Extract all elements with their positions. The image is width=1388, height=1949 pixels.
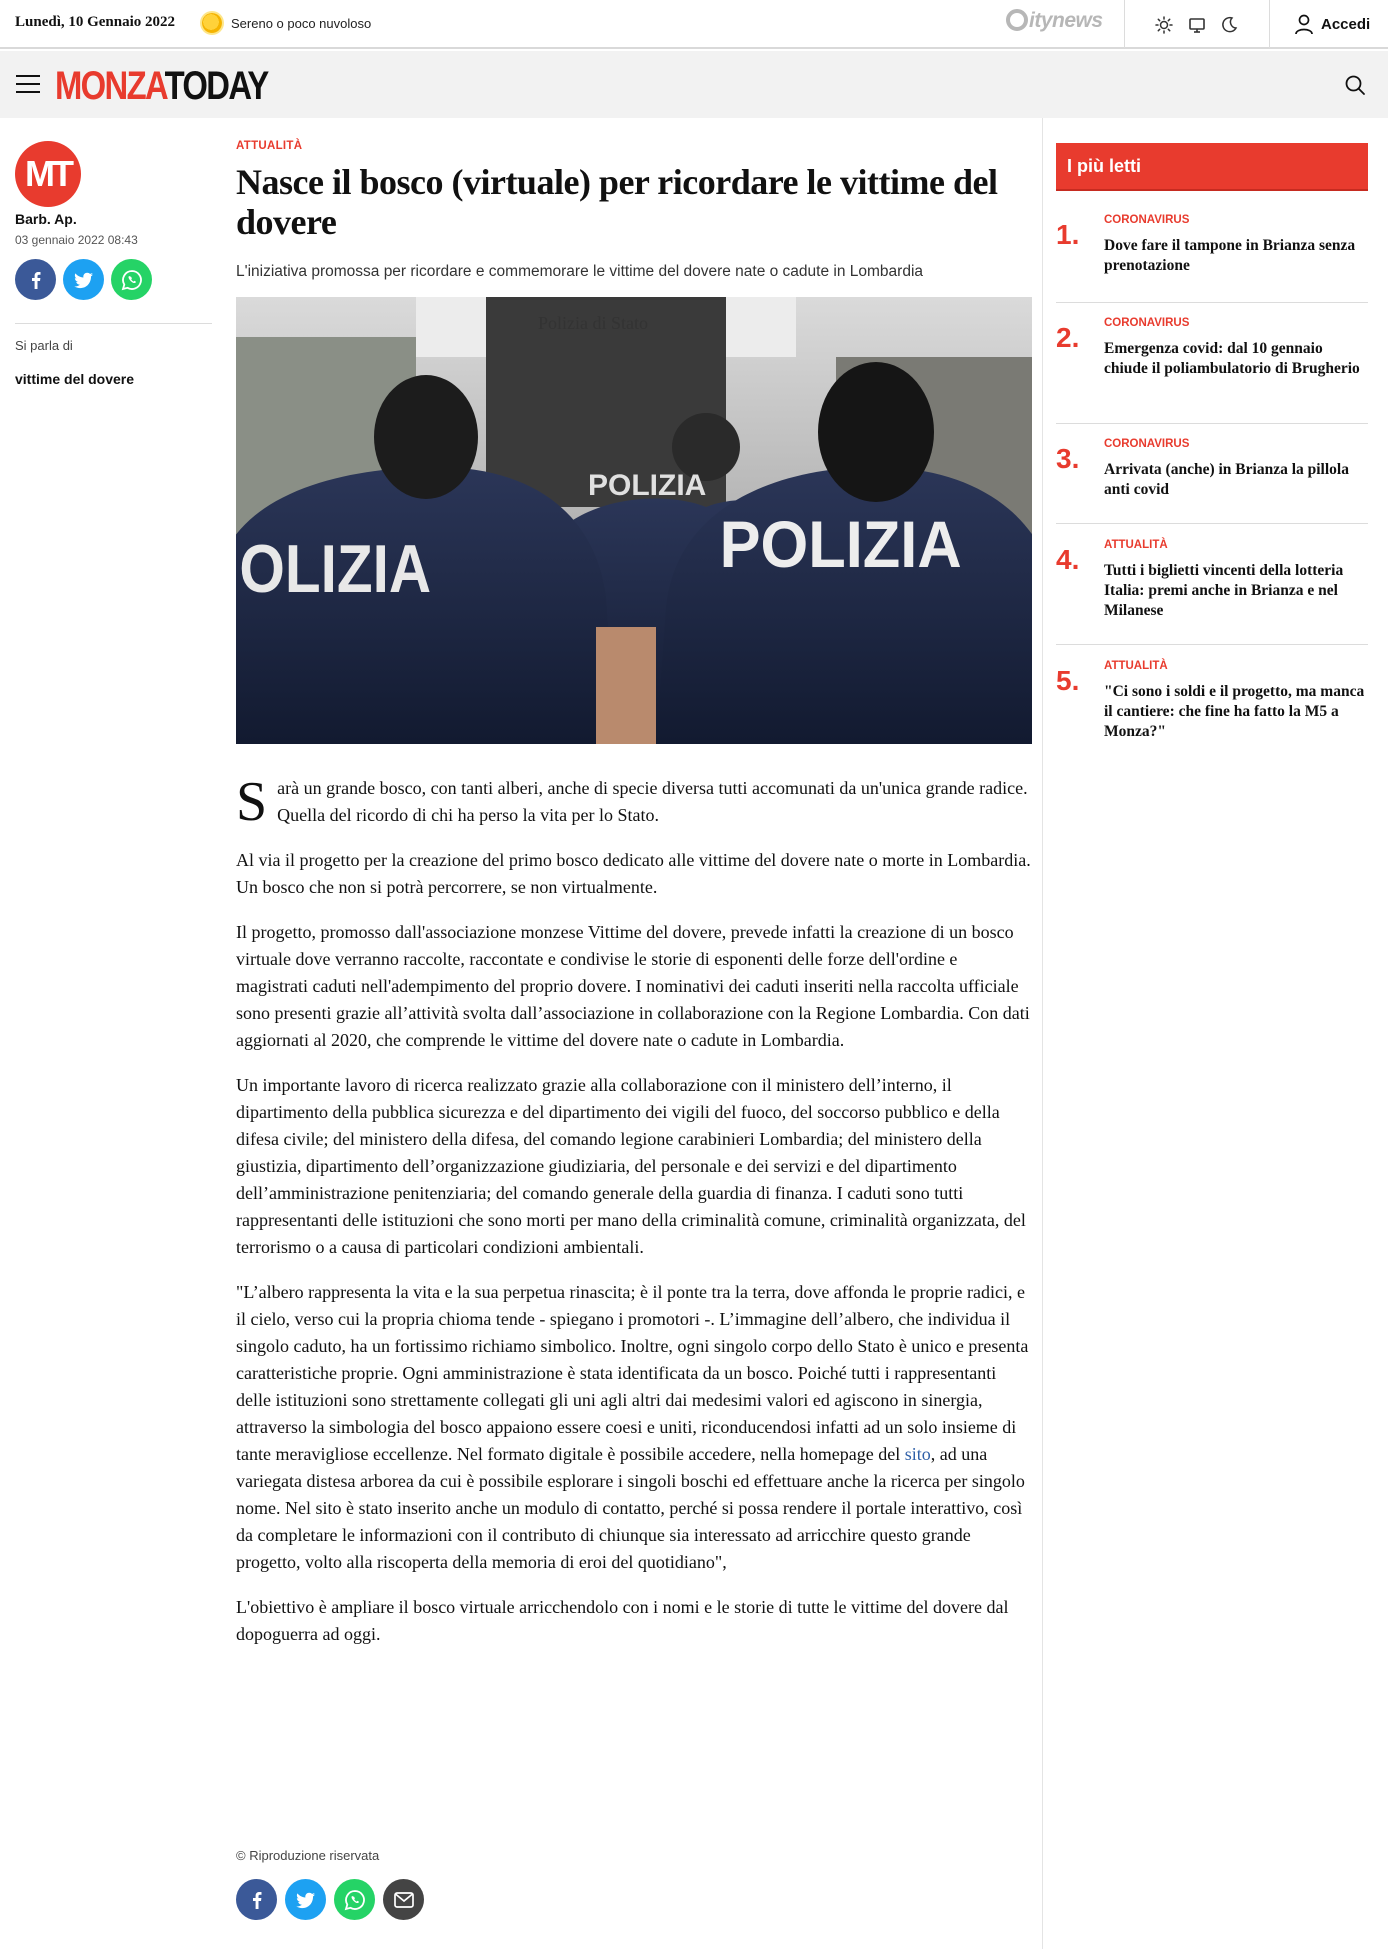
whatsapp-icon — [120, 268, 144, 292]
most-read-title: I più letti — [1067, 156, 1141, 176]
sun-cloud-icon — [202, 13, 222, 33]
most-read-rank: 4. — [1056, 544, 1080, 575]
drop-cap: S — [236, 771, 268, 833]
divider — [1269, 0, 1270, 48]
publish-date: 03 gennaio 2022 08:43 — [15, 233, 138, 247]
facebook-icon — [26, 270, 46, 290]
most-read-category[interactable]: CORONAVIRUS — [1104, 438, 1190, 450]
user-icon — [1294, 13, 1314, 35]
most-read-item[interactable] — [1056, 214, 1368, 303]
paragraph: Sarà un grande bosco, con tanti alberi, anche di specie diversa tutti accomunati da un'unica grande radice. Quella del ricordo di chi ha perso la vita per lo Stato. — [236, 771, 1028, 833]
email-share-button[interactable] — [383, 1879, 424, 1920]
divider — [1124, 0, 1125, 48]
image-sign-text: Polizia di Stato — [538, 313, 648, 333]
most-read-rank: 3. — [1056, 443, 1080, 474]
most-read-item[interactable] — [1056, 539, 1368, 645]
moon-icon[interactable] — [1218, 14, 1240, 36]
paragraph: L'obiettivo è ampliare il bosco virtuale arricchendolo con i nomi e le storie di tutte le vittime del dovere dal dopoguerra ad oggi. — [236, 1597, 1009, 1644]
paragraph: Un importante lavoro di ricerca realizzato grazie alla collaborazione con il ministero dell’interno, il dipartimento della pubblica sicurezza e del dipartimento dei vigili del fuoco, del soccorso pubblico e della difesa civile; del ministero della difesa, del comando legione carabinieri Lombardia; del ministero della giustizia, dipartimento dell’organizzazione giudiziaria, del personale e dei servizi e del dipartimento dell’amministrazione penitenziaria; del comando generale della guardia di finanza. I caduti sono tutti rappresentanti delle istituzioni che sono morti per mano della criminalità comune, criminalità organizzata, del terrorismo o a causa di particolari condizioni ambientali. — [236, 1075, 1026, 1257]
jacket-text-right: POLIZIA — [719, 506, 962, 582]
author-name[interactable]: Barb. Ap. — [15, 211, 77, 227]
divider — [15, 323, 212, 324]
most-read-item[interactable] — [1056, 438, 1368, 524]
article — [236, 140, 1032, 1666]
sun-icon[interactable] — [1153, 14, 1175, 36]
most-read-header — [1056, 143, 1368, 191]
whatsapp-share-button[interactable] — [111, 259, 152, 300]
most-read-category[interactable]: ATTUALITÀ — [1104, 660, 1168, 672]
twitter-share-button[interactable] — [63, 259, 104, 300]
most-read-headline[interactable]: Arrivata (anche) in Brianza la pillola anti covid — [1104, 461, 1349, 498]
police-photo — [236, 297, 1032, 744]
twitter-icon — [295, 1890, 317, 1910]
current-date: Lunedì, 10 Gennaio 2022 — [15, 14, 176, 30]
site-logo[interactable]: MONZATODAY — [55, 64, 268, 108]
whatsapp-icon — [343, 1888, 367, 1912]
most-read-item[interactable] — [1056, 317, 1368, 424]
login-button[interactable] — [1294, 12, 1370, 36]
paragraph: Il progetto, promosso dall'associazione monzese Vittime del dovere, prevede infatti la creazione di un bosco virtuale dove verranno raccolte, raccontate e condivise le storie di esponenti delle forze dell'ordine e magistrati caduti nell'adempimento del proprio dovere. I nominativi dei caduti inseriti nella raccolta ufficiale sono presenti grazie all’attività svolta dall’associazione in collaborazione con la Regione Lombardia. Con dati aggiornati al 2020, che comprende le vittime del dovere nate o cadute in Lombardia. — [236, 922, 1030, 1050]
twitter-share-button[interactable] — [285, 1879, 326, 1920]
article-hero-image — [236, 297, 1032, 744]
share-buttons-top — [15, 259, 152, 300]
column-divider — [1042, 118, 1043, 1949]
share-buttons-bottom — [236, 1879, 424, 1920]
mail-icon — [393, 1891, 415, 1909]
most-read-rank: 5. — [1056, 665, 1080, 696]
masthead — [0, 51, 1388, 118]
copyright-note: © Riproduzione riservata — [236, 1848, 380, 1863]
topic-tag[interactable]: vittime del dovere — [15, 371, 135, 387]
most-read-headline[interactable]: Emergenza covid: dal 10 gennaio chiude il poliambulatorio di Brugherio — [1104, 340, 1360, 377]
article-body — [236, 771, 1032, 1648]
facebook-share-button[interactable] — [236, 1879, 277, 1920]
facebook-share-button[interactable] — [15, 259, 56, 300]
author-avatar: MT — [15, 141, 81, 207]
most-read-category[interactable]: CORONAVIRUS — [1104, 214, 1190, 226]
menu-icon[interactable] — [16, 75, 40, 95]
search-icon[interactable] — [1343, 73, 1367, 97]
weather-text: Sereno o poco nuvoloso — [231, 16, 372, 31]
most-read-rank: 1. — [1056, 219, 1080, 250]
twitter-icon — [73, 270, 95, 290]
whatsapp-share-button[interactable] — [334, 1879, 375, 1920]
login-label: Accedi — [1321, 15, 1371, 33]
top-bar — [0, 0, 1388, 49]
most-read-headline[interactable]: Dove fare il tampone in Brianza senza prenotazione — [1104, 237, 1356, 274]
most-read-headline[interactable]: "Ci sono i soldi e il progetto, ma manca il cantiere: che fine ha fatto la M5 a Monza?" — [1104, 683, 1365, 740]
most-read-item[interactable] — [1056, 660, 1368, 750]
jacket-text-left: OLIZIA — [239, 531, 432, 608]
article-subtitle: L'iniziativa promossa per ricordare e commemorare le vittime del dovere nate o cadute in Lombardia — [236, 263, 924, 280]
citynews-logo[interactable]: itynews — [1006, 9, 1103, 33]
topics-label: Si parla di — [15, 338, 73, 353]
paragraph: "L’albero rappresenta la vita e la sua perpetua rinascita; è il ponte tra la terra, dove affonda le proprie radici, e il cielo, verso cui la propria chioma tende - spiegano i promotori -. L’immagine dell’albero, che individua il singolo caduto, ha un fortissimo richiamo simbolico. Inoltre, ogni singolo corpo dello Stato è unico e presenta caratteristiche proprie. Ogni amministrazione è stata identificata da un bosco. Poiché tutti i rappresentanti delle istituzioni sono strettamente collegati gli uni agli altri dai medesimi valori ed agiscono in sinergia, attraverso la simbologia del bosco appaiono essere coesi e uniti, riconducendosi infatti ad un solo insieme di tante meravigliose eccellenze. Nel formato digitale è possibile accedere, nella homepage del sito, ad una variegata distesa arborea da cui è possibile esplorare i singoli boschi ed effettuare anche la ricerca per singolo nome. Nel sito è stato inserito anche un modulo di contatto, perché si possa rendere il portale interattivo, così da completare le informazioni con il contributo di chiunque sia interessato ad arricchire questo grande progetto, volto alla riscoperta della memoria di eroi del quotidiano", — [236, 1282, 1029, 1572]
paragraph: Al via il progetto per la creazione del primo bosco dedicato alle vittime del dovere nate o morte in Lombardia. Un bosco che non si potrà percorrere, se non virtualmente. — [236, 850, 1031, 897]
article-category[interactable]: ATTUALITÀ — [236, 140, 303, 152]
jacket-text-center: POLIZIA — [588, 469, 707, 502]
most-read-rank: 2. — [1056, 322, 1080, 353]
most-read-category[interactable]: ATTUALITÀ — [1104, 539, 1168, 551]
monitor-icon[interactable] — [1186, 14, 1208, 36]
facebook-icon — [247, 1890, 267, 1910]
most-read-category[interactable]: CORONAVIRUS — [1104, 317, 1190, 329]
most-read-headline[interactable]: Tutti i biglietti vincenti della lotteria Italia: premi anche in Brianza e nel Milanese — [1104, 562, 1344, 619]
site-link[interactable]: sito — [904, 1444, 931, 1464]
article-title: Nasce il bosco (virtuale) per ricordare le vittime del dovere — [236, 162, 998, 242]
